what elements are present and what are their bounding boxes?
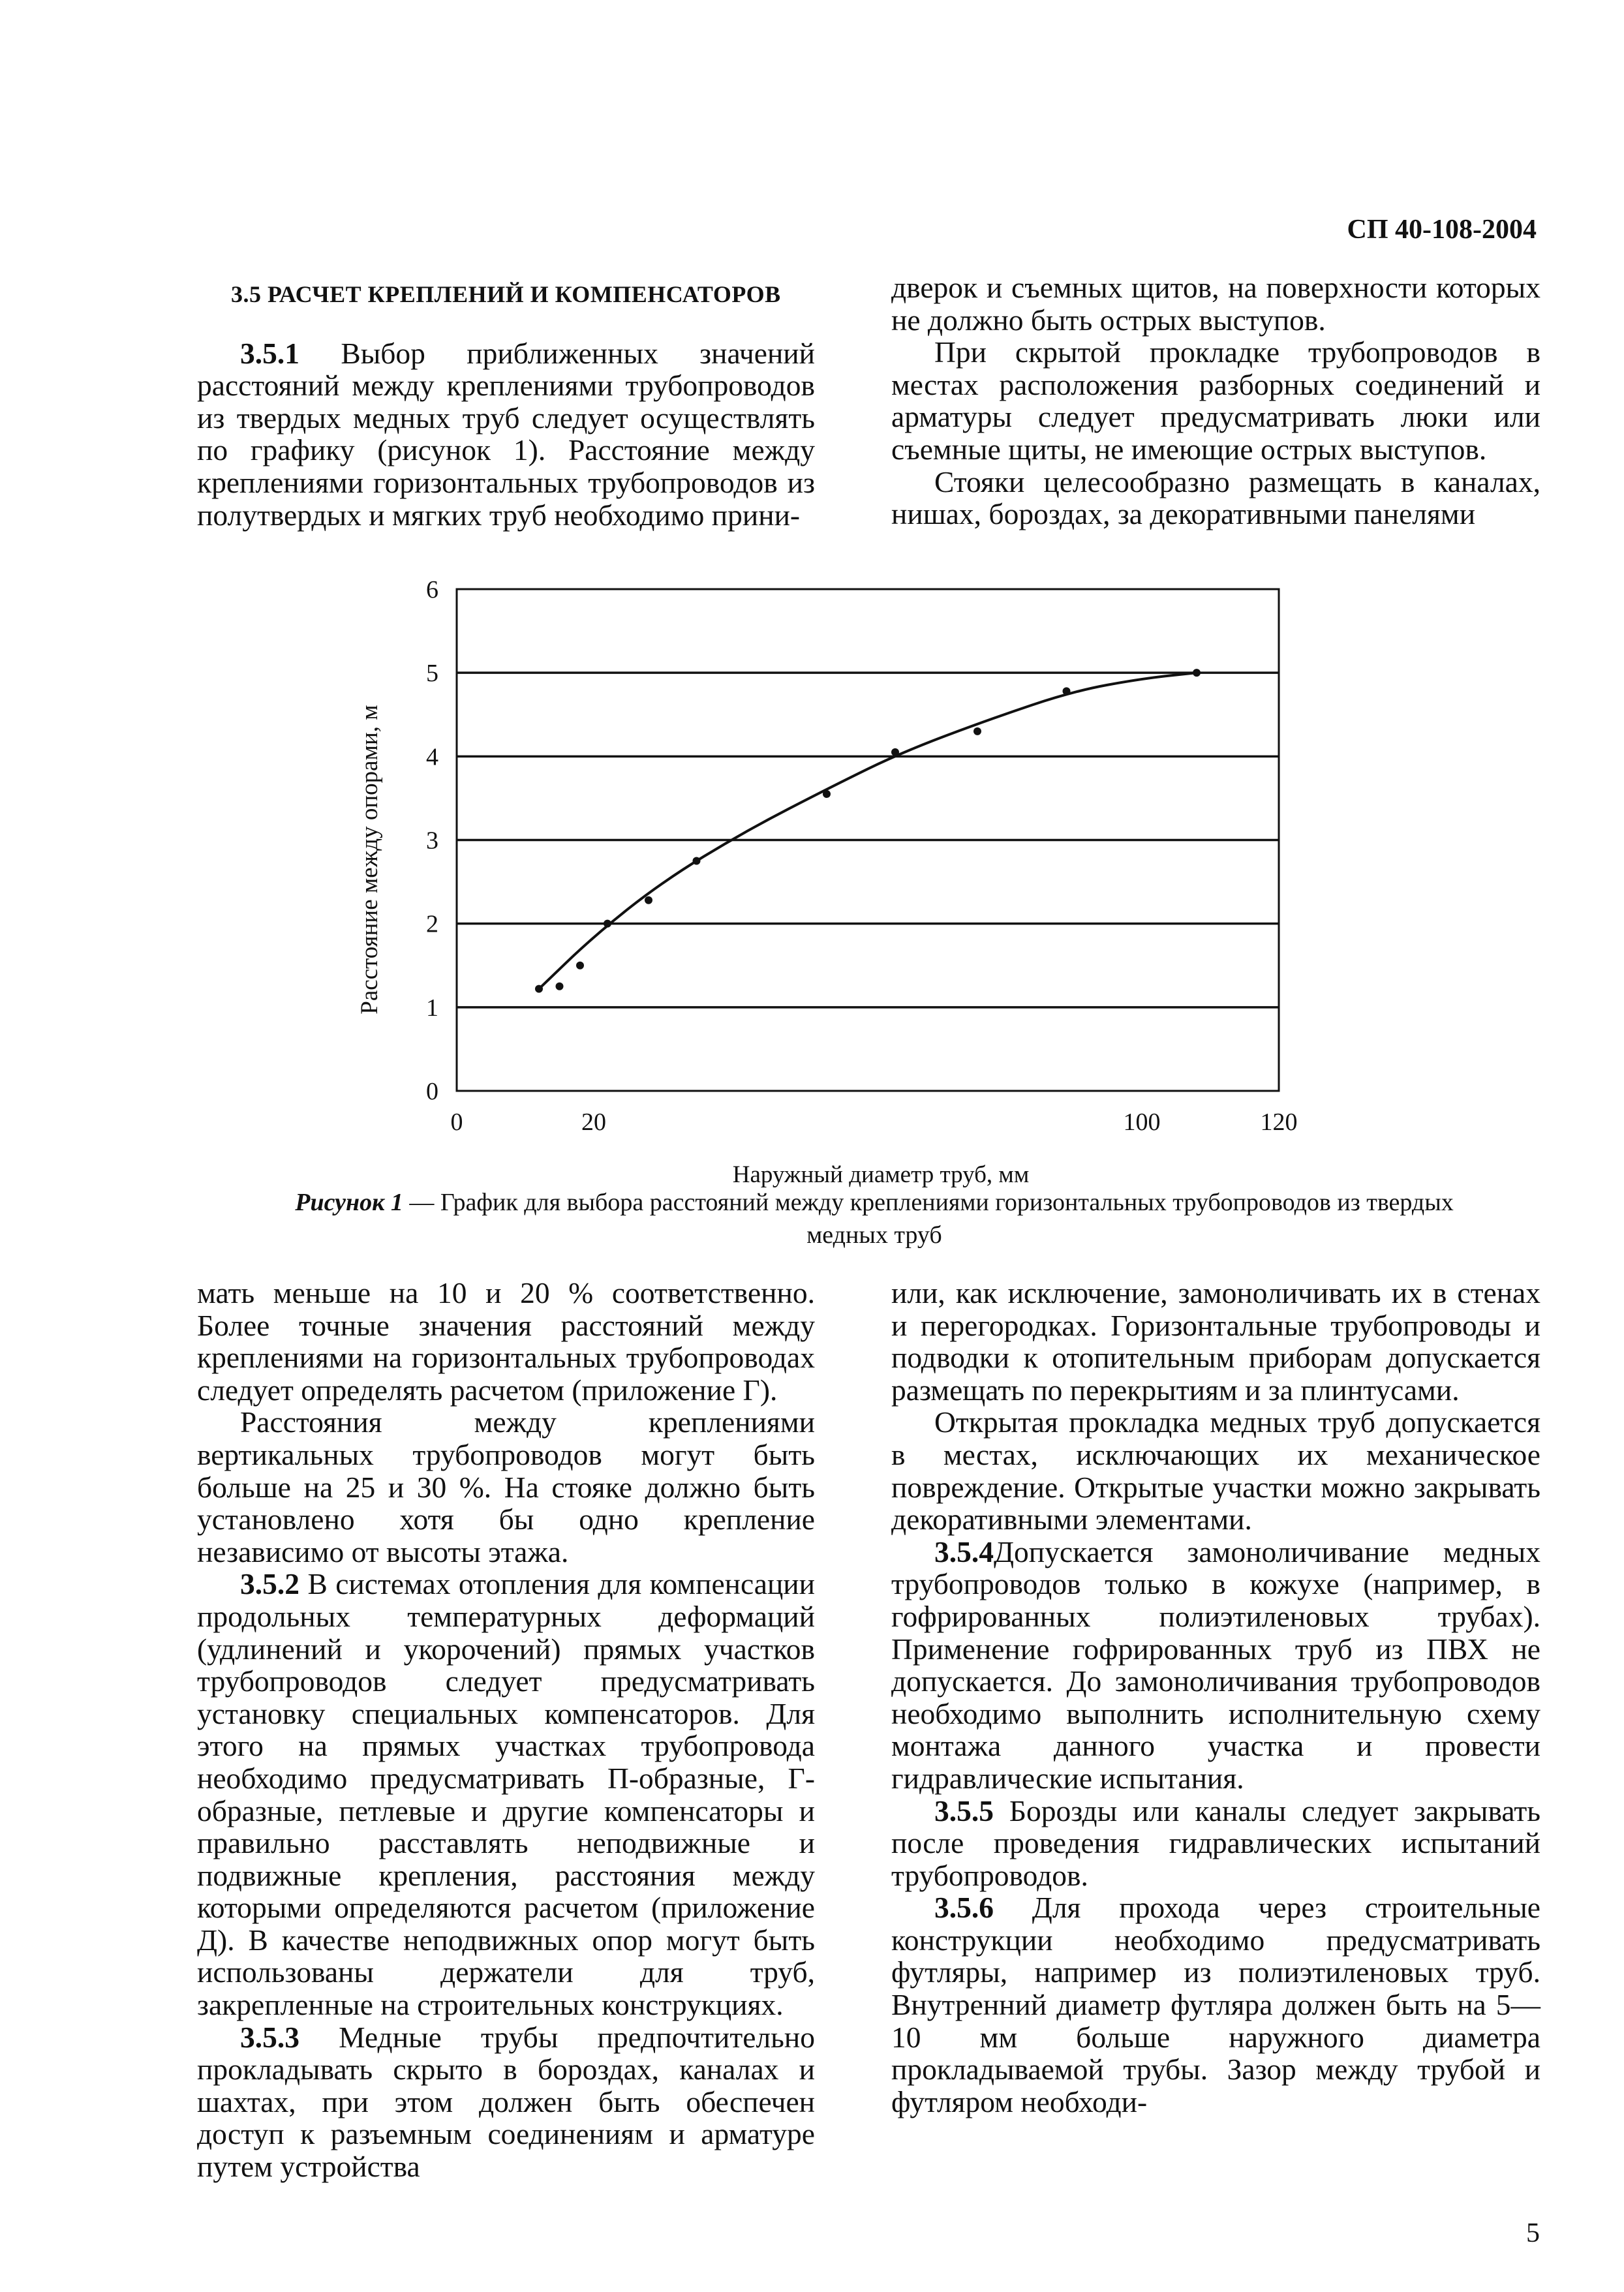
clause-number: 3.5.1 [240, 336, 299, 370]
paragraph-3-5-3 [197, 2021, 815, 2183]
column-bottom-left [197, 1277, 815, 2183]
chart-figure-1 [352, 561, 1331, 1191]
paragraph-hidden-installation: При скрытой прокладке трубопроводов в местах расположения разборных соединений и арматуры следует предусматривать люки или съемные щиты, не имеющие острых выступов. [891, 335, 1540, 466]
data-point [556, 983, 564, 990]
y-tick-label: 5 [426, 660, 438, 688]
y-tick-label: 0 [426, 1078, 438, 1105]
x-axis-label: Наружный диаметр труб, мм [732, 1161, 1030, 1187]
y-tick-label: 2 [426, 910, 438, 938]
y-tick-label: 6 [426, 576, 438, 604]
x-axis-ticks [451, 1108, 1298, 1136]
chart-svg [352, 561, 1331, 1187]
column-top-right [891, 271, 1540, 530]
column-bottom-right [891, 1277, 1540, 2118]
page-number: 5 [1526, 2218, 1540, 2248]
x-tick-label: 20 [581, 1108, 606, 1136]
clause-number: 3.5.3 [240, 2020, 299, 2054]
clause-number: 3.5.4 [934, 1535, 994, 1568]
data-point [891, 748, 899, 756]
paragraph-vertical-pipes: Расстояния между креплениями вертикальных трубопроводов могут быть больше на 25 и 30 %. На стояке должно быть установлено хотя бы одно крепление независимо от высоты этажа. [197, 1405, 815, 1568]
trend-curve [539, 673, 1197, 988]
y-axis-ticks [426, 576, 438, 1105]
caption-text: График для выбора расстояний между креплениями горизонтальных трубопроводов из твердых медных труб [440, 1189, 1454, 1249]
data-point [1193, 669, 1201, 677]
paragraph-3-5-1-continued: мать меньше на 10 и 20 % соответственно. Более точные значения расстояний между креплениями на горизонтальных трубопроводах следует определять расчетом (приложение Г). [197, 1276, 815, 1407]
chart-grid [457, 673, 1279, 1007]
data-point [973, 727, 981, 735]
x-tick-label: 0 [450, 1108, 463, 1136]
clause-number: 3.5.2 [240, 1567, 299, 1601]
clause-number: 3.5.6 [934, 1891, 994, 1925]
paragraph-risers: Стояки целесообразно размещать в каналах, нишах, бороздах, за декоративными панелями [891, 465, 1540, 531]
figure-caption [261, 1186, 1488, 1251]
paragraph-text: Борозды или каналы следует закрывать после проведения гидравлических испытаний трубопроводов. [891, 1794, 1540, 1892]
paragraph-3-5-6 [891, 1891, 1540, 2118]
paragraph-risers-continued: или, как исключение, замоноличивать их в стенах и перегородках. Горизонтальные трубопроводы и подводки к отопительным приборам допускается размещать по перекрытиям и за плинтусами. [891, 1276, 1540, 1407]
data-point [693, 857, 701, 865]
x-tick-label: 100 [1123, 1108, 1161, 1136]
paragraph-text: Допускается замоноличивание медных трубопроводов только в кожухе (например, в гофрированных полиэтиленовых трубах). Применение гофрированных труб из ПВХ не допускается. До замоноличивания трубопроводов необходимо выполнить исполнительную схему монтажа данного участка и провести гидравлические испытания. [891, 1535, 1540, 1795]
paragraph-3-5-4 [891, 1536, 1540, 1795]
caption-label: Рисунок 1 [295, 1189, 403, 1216]
y-tick-label: 4 [426, 743, 438, 771]
data-point [1063, 687, 1071, 695]
paragraph-3-5-2 [197, 1568, 815, 2021]
paragraph-3-5-3-continued: дверок и съемных щитов, на поверхности которых не должно быть острых выступов. [891, 271, 1540, 337]
data-points [535, 669, 1201, 992]
document-code: СП 40-108-2004 [1347, 215, 1537, 245]
data-point [604, 920, 611, 928]
section-heading: 3.5 РАСЧЕТ КРЕПЛЕНИЙ И КОМПЕНСАТОРОВ [231, 281, 781, 307]
paragraph-text: В системах отопления для компенсации продольных температурных деформаций (удлинений и укорочений) прямых участков трубопроводов следует предусматривать установку специальных компенсаторов. Для этого на прямых участках трубопровода необходимо предусматривать П-образные, Г-образные, петлевые и другие компенсаторы и правильно расставлять неподвижные и подвижные крепления, расстояния между которыми определяются расчетом (приложение Д). В качестве неподвижных опор могут быть использованы держатели для труб, закрепленные на строительных конструкциях. [197, 1567, 815, 2022]
data-point [535, 985, 543, 993]
clause-number: 3.5.5 [934, 1794, 994, 1827]
data-point [576, 962, 584, 970]
paragraph-text: Медные трубы предпочтительно прокладывать скрыто в бороздах, каналах и шахтах, при этом должен быть обеспечен доступ к разъемным соединениям и арматуре путем устройства [197, 2020, 816, 2184]
caption-dash: — [403, 1189, 440, 1216]
y-axis-label: Расстояние между опорами, м [356, 705, 383, 1015]
paragraph-open-installation: Открытая прокладка медных труб допускается в местах, исключающих их механическое повреждение. Открытые участки можно закрывать декоративными элементами. [891, 1405, 1540, 1536]
paragraph-text: Выбор приближенных значений расстояний между креплениями трубопроводов из твердых медных труб следует осуществлять по графику (рисунок 1). Расстояние между креплениями горизонтальных трубопроводов из полутвердых и мягких труб необходимо прини- [197, 336, 815, 532]
data-point [823, 790, 831, 798]
y-tick-label: 1 [426, 994, 438, 1022]
data-point [645, 896, 652, 904]
paragraph-3-5-1 [197, 337, 815, 532]
x-tick-label: 120 [1260, 1108, 1298, 1136]
paragraph-3-5-5 [891, 1795, 1540, 1892]
column-top-left [197, 279, 815, 531]
y-tick-label: 3 [426, 827, 438, 855]
paragraph-text: Для прохода через строительные конструкции необходимо предусматривать футляры, например из полиэтиленовых труб. Внутренний диаметр футляра должен быть на 5—10 мм больше наружного диаметра прокладываемой трубы. Зазор между трубой и футляром необходи- [891, 1891, 1540, 2118]
